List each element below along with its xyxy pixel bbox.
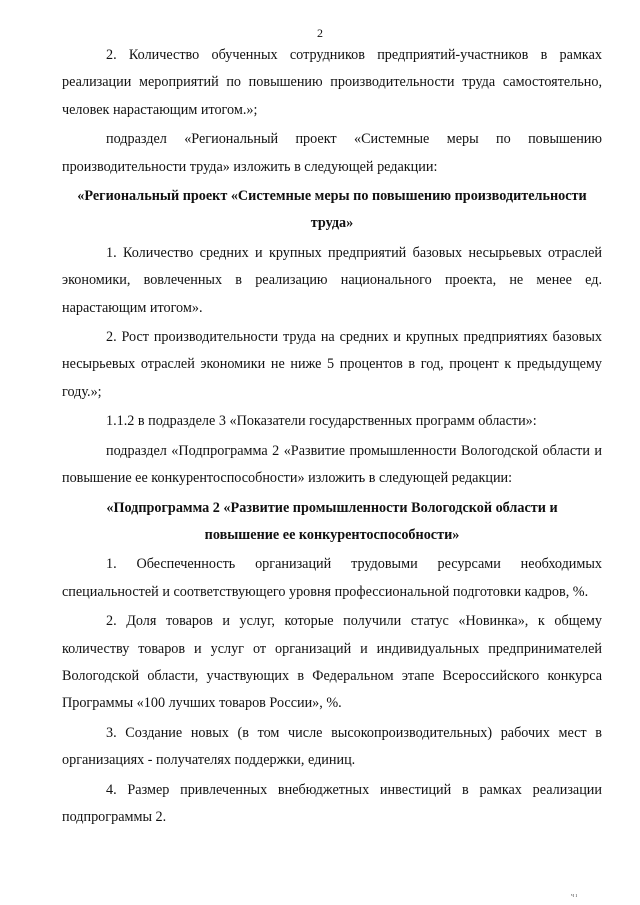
paragraph-item-1-labor-resources: 1. Обеспеченность организаций трудовыми ресурсами необходимых специальностей и соответствующего уровня профессиональной подготовки кадров, %.: [62, 556, 602, 600]
heading-subprogram-2: «Подпрограмма 2 «Развитие промышленности Вологодской области и повышение ее конкурентоспособности»: [106, 499, 558, 543]
paragraph-subsection-subprogram-2: подраздел «Подпрограмма 2 «Развитие промышленности Вологодской области и повышение ее конкурентоспособности» изложить в следующей редакции:: [62, 442, 602, 487]
heading-regional-project: «Региональный проект «Системные меры по повышению производительности труда»: [77, 188, 587, 232]
paragraph-item-4-investments: 4. Размер привлеченных внебюджетных инвестиций в рамках реализации подпрограммы 2.: [62, 781, 602, 825]
paragraph-item-2-novinka-share: 2. Доля товаров и услуг, которые получили статус «Новинка», к общему количеству товаров и услуг от организаций и индивидуальных предпринимателей Вологодской области, участвующих в Федеральном этапе Всероссийского конкурса Программы «100 лучших товаров России», %.: [62, 613, 602, 712]
paragraph-item-3-new-jobs: 3. Создание новых (в том числе высокопроизводительных) рабочих мест в организациях - получателях поддержки, единиц.: [62, 724, 602, 769]
page-number: 2: [317, 26, 323, 40]
paragraph-item-1-enterprises-count: 1. Количество средних и крупных предприятий базовых несырьевых отраслей экономики, вовлеченных в реализацию национального проекта, не менее ед. нарастающим итогом».: [62, 244, 602, 316]
paragraph-subsection-regional-project: подраздел «Региональный проект «Системные меры по повышению производительности труда» изложить в следующей редакции:: [62, 131, 602, 175]
paragraph-item-2-trained-employees: 2. Количество обученных сотрудников предприятий-участников в рамках реализации мероприятий по повышению производительности труда самостоятельно, человек нарастающим итогом.»;: [62, 47, 602, 118]
paragraph-item-2-productivity-growth: 2. Рост производительности труда на средних и крупных предприятиях базовых несырьевых отраслей экономики не ниже 5 процентов в год, процент к предыдущему году.»;: [62, 329, 602, 400]
corner-mark: ч ı: [571, 893, 578, 899]
document-body: [62, 42, 602, 833]
paragraph-1-1-2-section-3: 1.1.2 в подразделе 3 «Показатели государственных программ области»:: [106, 413, 537, 430]
